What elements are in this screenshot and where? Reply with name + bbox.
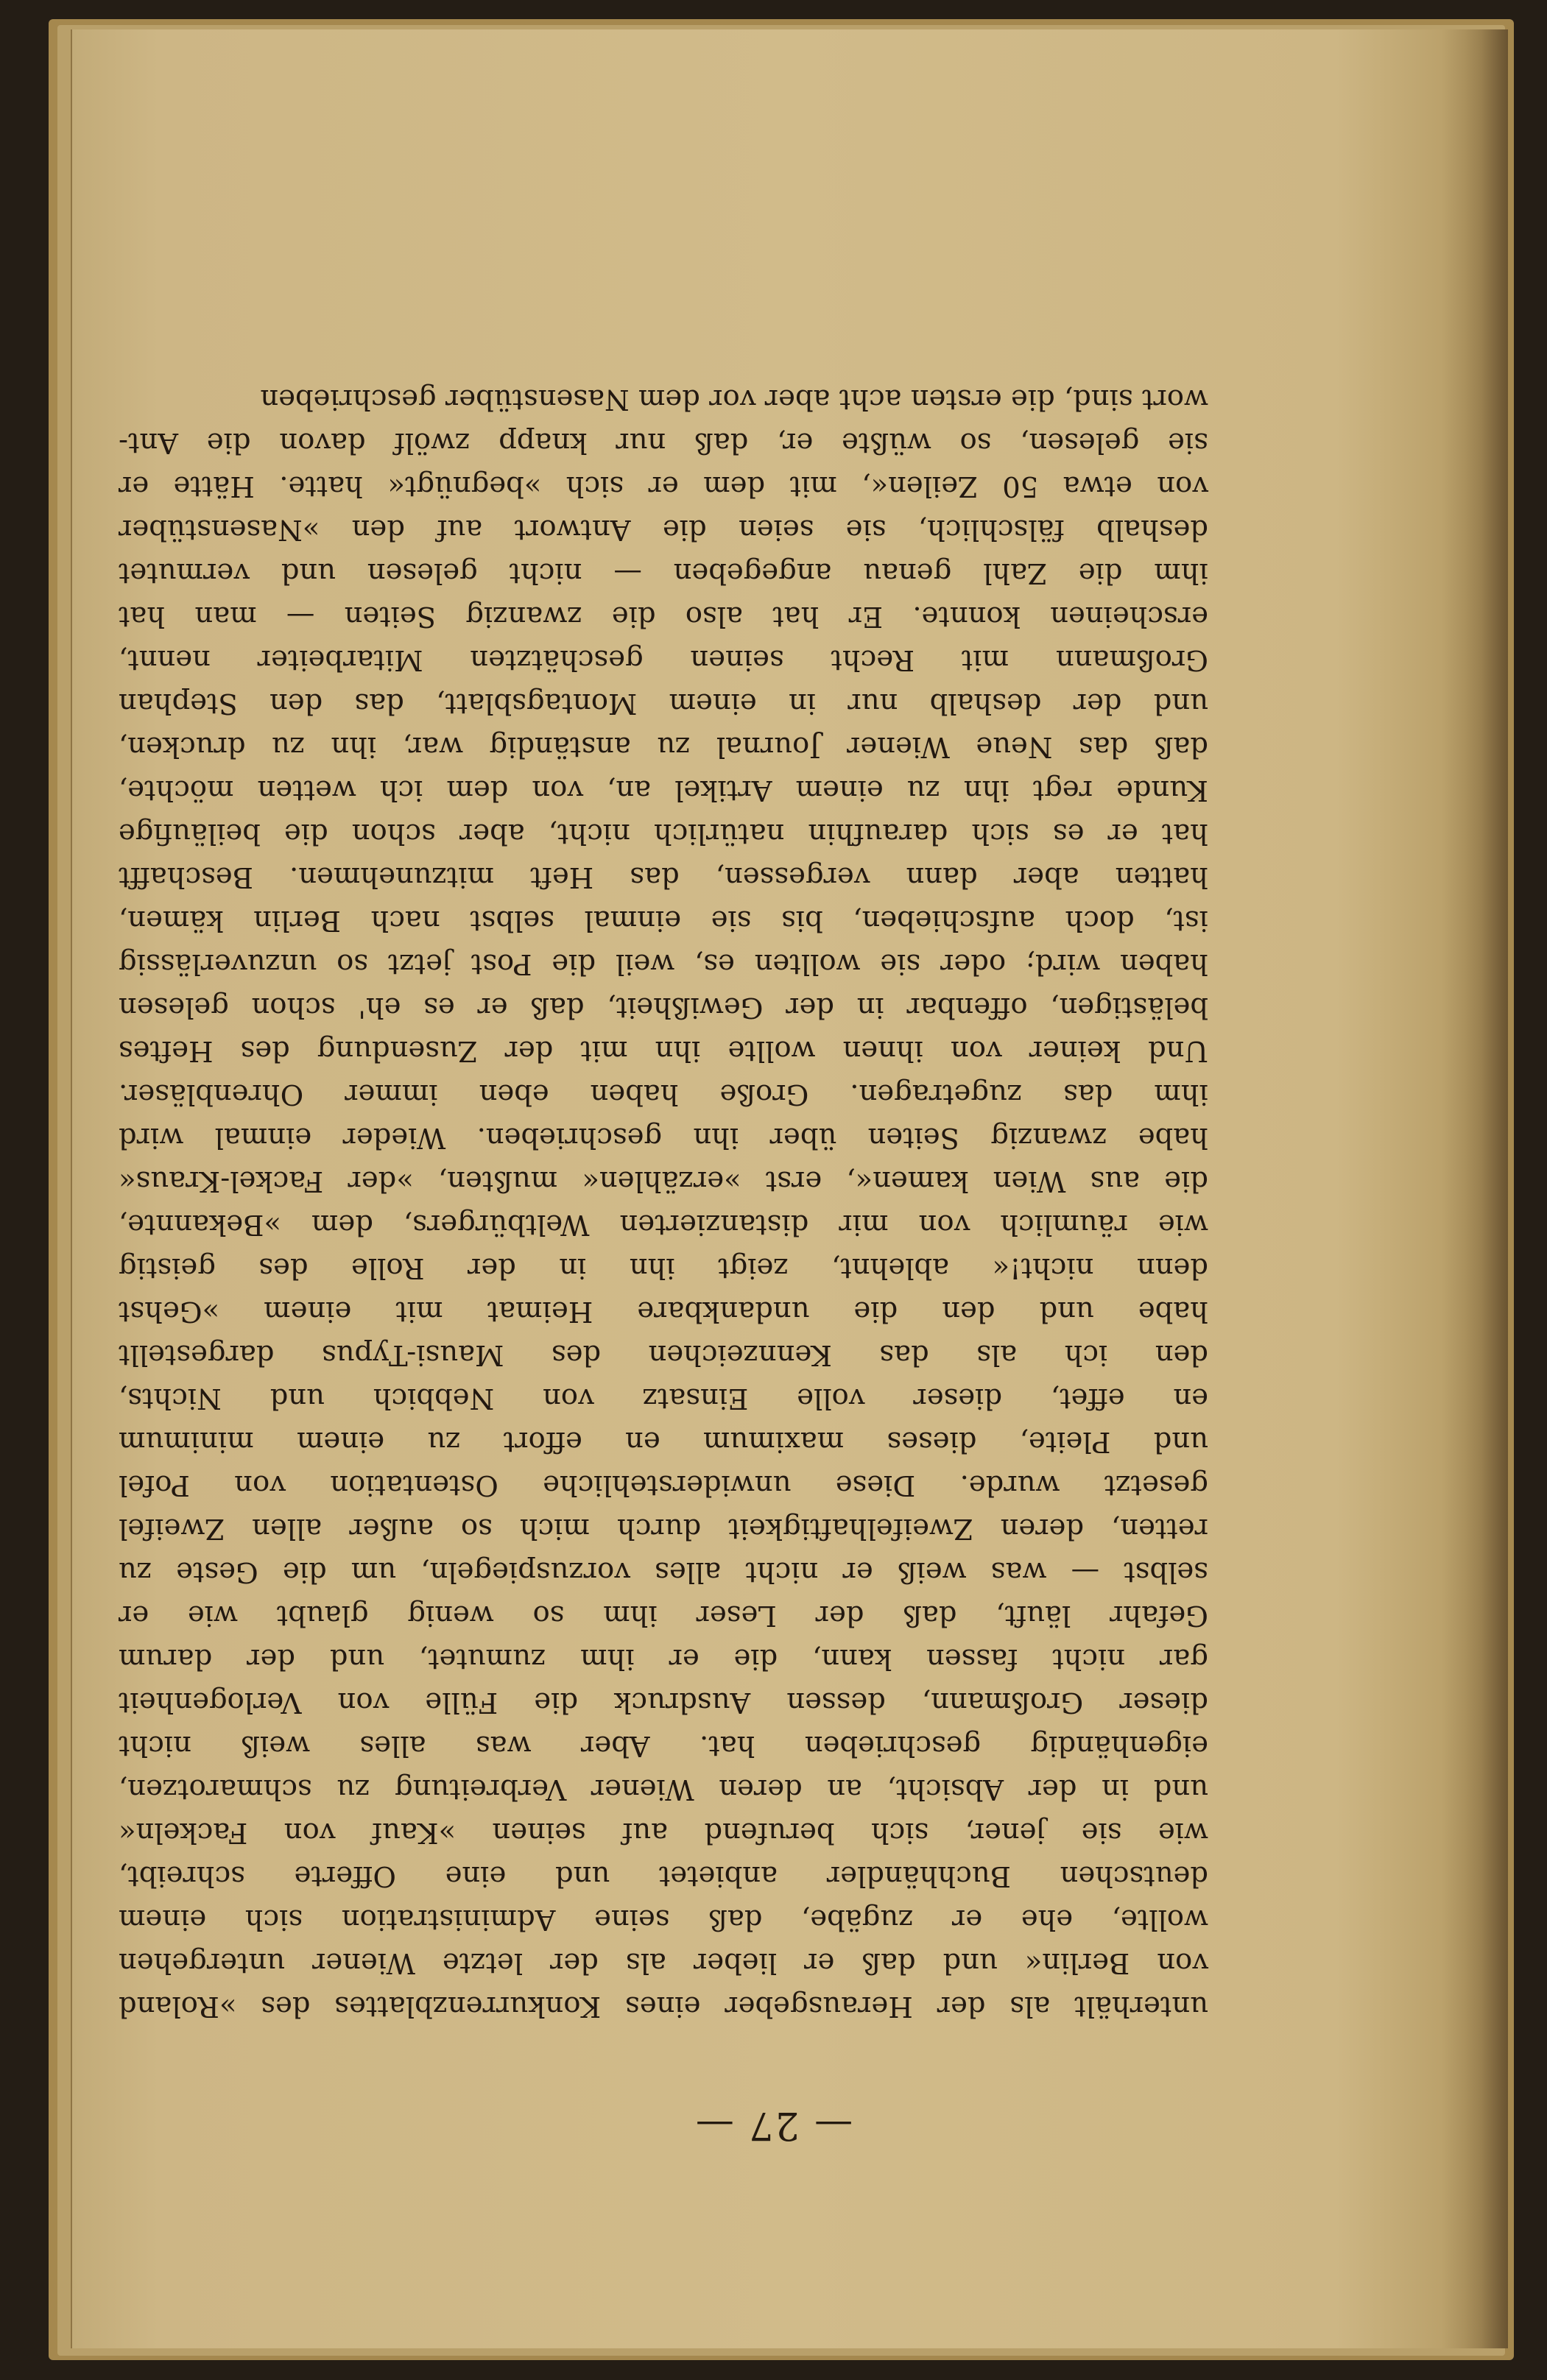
text-line: von Berlin« und daß er lieber als der letzte Wiener untergehen xyxy=(119,1946,1208,1980)
text-line: deshalb fälschlich, sie seien die Antwort auf den »Nasenstüber xyxy=(119,513,1208,546)
text-line: wollte, ehe er zugäbe, daß seine Administration sich einem xyxy=(119,1903,1208,1936)
text-line: deutschen Buchhändler anbietet und eine Offerte schreibt, xyxy=(119,1860,1208,1893)
text-line: gar nicht fassen kann, die er ihm zumutet, und der darum xyxy=(119,1642,1208,1675)
text-line: Und keiner von ihnen wollte ihn mit der Zusendung des Heftes xyxy=(119,1034,1208,1067)
text-line: ist, doch aufschieben, bis sie einmal selbst nach Berlin kämen, xyxy=(119,904,1208,937)
text-line: eigenhändig geschrieben hat. Aber was alles weiß nicht xyxy=(119,1729,1208,1762)
page-number: — 27 — xyxy=(694,2103,853,2147)
text-line: ihm die Zahl genau angegeben — nicht gelesen und vermutet xyxy=(119,557,1208,590)
body-text xyxy=(119,378,1208,2028)
text-line: daß das Neue Wiener Journal zu anständig war, ihn zu drucken, xyxy=(119,730,1208,763)
text-line: ihm das zugetragen. Große haben eben immer Ohrenbläser. xyxy=(119,1078,1208,1111)
text-line: dieser Großmann, dessen Ausdruck die Fülle von Verlogenheit xyxy=(119,1686,1208,1719)
text-line: wort sind, die ersten acht aber vor dem Nasenstüber geschrieben xyxy=(260,383,1208,416)
text-line: von etwa 50 Zeilen«, mit dem er sich »begnügt« hatte. Hätte er xyxy=(119,470,1208,503)
text-line: Gefahr läuft, daß der Leser ihm so wenig glaubt wie er xyxy=(119,1599,1208,1632)
text-line: habe zwanzig Seiten über ihn geschrieben. Wieder einmal wird xyxy=(119,1121,1208,1154)
text-line: Großmann mit Recht seinen geschätzten Mitarbeiter nennt, xyxy=(119,643,1208,677)
text-line: en effet, dieser volle Einsatz von Nebbich und Nichts, xyxy=(119,1382,1208,1415)
text-line: habe und den die undankbare Heimat mit einem »Gehst xyxy=(119,1295,1208,1328)
text-line: wie räumlich von mir distanzierten Weltbürgers, dem »Bekannte, xyxy=(119,1208,1208,1241)
text-line: und Pleite, dieses maximum en effort zu einem minimum xyxy=(119,1425,1208,1458)
text-line: Kunde regt ihn zu einem Artikel an, von dem ich wetten möchte, xyxy=(119,774,1208,807)
text-line: hat er es sich daraufhin natürlich nicht, aber schon die beiläufige xyxy=(119,817,1208,850)
text-line: unterhält als der Herausgeber eines Konkurrenzblattes des »Roland xyxy=(119,1990,1208,2023)
text-line: denn nicht!« ablehnt, zeigt ihn in der Rolle des geistig xyxy=(119,1251,1208,1285)
text-line: wie sie jener, sich berufend auf seinen »Kauf von Fackeln« xyxy=(119,1816,1208,1849)
text-line: den ich als das Kennzeichen des Mausi-Typus dargestellt xyxy=(119,1338,1208,1371)
text-line: hatten aber dann vergessen, das Heft mitzunehmen. Beschafft xyxy=(119,861,1208,894)
text-line: retten, deren Zweifelhaftigkeit durch mich so außer allen Zweifel xyxy=(119,1512,1208,1545)
text-line: belästigen, offenbar in der Gewißheit, daß er es eh' schon gelesen xyxy=(119,991,1208,1024)
text-line: die aus Wien kamen«, erst »erzählen« mußten, »der Fackel-Kraus« xyxy=(119,1165,1208,1198)
text-line: haben wird; oder sie wollten es, weil die Post jetzt so unzuverlässig xyxy=(119,947,1208,981)
text-line: und der deshalb nur in einem Montagsblatt, das den Stephan xyxy=(119,687,1208,720)
text-line: gesetzt wurde. Diese unwiderstehliche Ostentation von Pofel xyxy=(119,1469,1208,1502)
text-line: und in der Absicht, an deren Wiener Verbreitung zu schmarotzen, xyxy=(119,1773,1208,1806)
text-line: erscheinen konnte. Er hat also die zwanzig Seiten — man hat xyxy=(119,600,1208,633)
text-line: selbst — was weiß er nicht alles vorzuspiegeln, um die Geste zu xyxy=(119,1556,1208,1589)
text-line: sie gelesen, so wüßte er, daß nur knapp zwölf davon die Ant- xyxy=(119,426,1208,459)
